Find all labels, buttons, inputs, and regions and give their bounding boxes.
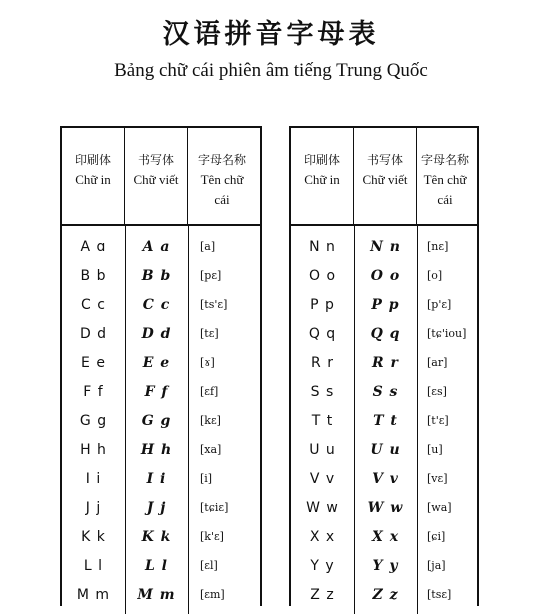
header-name-zh: 字母名称	[197, 153, 246, 167]
table-row	[62, 290, 260, 319]
header-written-vi: Chữ viết	[133, 172, 179, 187]
header-print	[62, 128, 125, 224]
print-form-cell: V v	[309, 470, 336, 487]
written-form-cell: O o	[370, 267, 401, 284]
print-form-cell: S s	[310, 383, 335, 400]
print-form-cell: Z z	[310, 586, 335, 603]
written-form-cell: A a	[142, 238, 171, 255]
letter-name-cell: [pɛ]	[200, 269, 222, 282]
table-row	[291, 551, 477, 580]
letter-name-cell: [vɛ]	[427, 472, 448, 485]
written-form-cell: Q q	[370, 325, 401, 342]
print-form-cell: H h	[80, 441, 107, 458]
letter-name-cell: [ɛs]	[427, 385, 447, 398]
letter-name-cell: [ɕi]	[427, 530, 446, 543]
written-form-cell: C c	[142, 296, 171, 313]
print-form-cell: F f	[83, 383, 104, 400]
print-form-cell: P p	[310, 296, 335, 313]
letter-name-cell: [u]	[427, 443, 443, 456]
page-subtitle: Bảng chữ cái phiên âm tiếng Trung Quốc	[114, 60, 428, 81]
table-row	[62, 377, 260, 406]
table-row	[291, 261, 477, 290]
header-name-vi-1: Tên chữ	[423, 172, 467, 187]
header-written-zh: 书写体	[366, 153, 403, 167]
alphabet-table-left	[60, 126, 262, 606]
table-row	[62, 522, 260, 551]
header-name-vi-2: cái	[214, 192, 230, 207]
header-name-vi-1: Tên chữ	[200, 172, 244, 187]
letter-name-cell: [ɛm]	[200, 588, 225, 601]
print-form-cell: X x	[309, 528, 336, 545]
written-form-cell: K k	[141, 528, 172, 545]
print-form-cell: G g	[79, 412, 108, 429]
written-form-cell: M m	[137, 586, 176, 603]
written-form-cell: Z z	[372, 586, 399, 603]
table-row	[291, 522, 477, 551]
written-form-cell: V v	[372, 470, 399, 487]
column-divider	[125, 226, 126, 614]
written-form-cell: R r	[372, 354, 399, 371]
column-divider	[417, 226, 418, 614]
header-print-vi: Chữ in	[304, 172, 340, 187]
written-form-cell: P p	[371, 296, 400, 313]
header-name	[417, 128, 473, 224]
table-row	[62, 580, 260, 609]
letter-name-cell: [k'ɛ]	[200, 530, 224, 543]
header-print-zh: 印刷体	[303, 153, 340, 167]
table-row	[291, 232, 477, 261]
table-row	[291, 406, 477, 435]
letter-name-cell: [tsɛ]	[427, 588, 452, 601]
rows-left	[62, 226, 260, 609]
print-form-cell: T t	[311, 412, 334, 429]
table-row	[291, 377, 477, 406]
letter-name-cell: [ja]	[427, 559, 446, 572]
written-form-cell: T t	[373, 412, 398, 429]
print-form-cell: L l	[83, 557, 104, 574]
print-form-cell: B b	[80, 267, 107, 284]
table-row	[291, 464, 477, 493]
letter-name-cell: [ts'ɛ]	[200, 298, 228, 311]
header-print-vi: Chữ in	[75, 172, 111, 187]
table-body	[62, 226, 260, 606]
print-form-cell: W w	[306, 499, 339, 516]
table-row	[62, 348, 260, 377]
written-form-cell: D d	[141, 325, 172, 342]
print-form-cell: R r	[311, 354, 334, 371]
letter-name-cell: [a]	[200, 240, 216, 253]
letter-name-cell: [ɤ]	[200, 356, 215, 369]
rows-right	[291, 226, 477, 609]
print-form-cell: J j	[85, 499, 102, 516]
header-name-zh: 字母名称	[420, 153, 469, 167]
print-form-cell: I i	[85, 470, 102, 487]
print-form-cell: C c	[81, 296, 106, 313]
letter-name-cell: [kɛ]	[200, 414, 221, 427]
table-row	[291, 435, 477, 464]
letter-name-cell: [o]	[427, 269, 443, 282]
table-row	[62, 435, 260, 464]
written-form-cell: Y y	[372, 557, 399, 574]
letter-name-cell: [wa]	[427, 501, 452, 514]
letter-name-cell: [tɕiɛ]	[200, 501, 229, 514]
written-form-cell: G g	[141, 412, 172, 429]
print-form-cell: M m	[76, 586, 111, 603]
table-row	[62, 261, 260, 290]
table-row	[62, 493, 260, 522]
print-form-cell: K k	[81, 528, 106, 545]
column-divider	[188, 226, 189, 614]
table-row	[291, 348, 477, 377]
print-form-cell: D d	[79, 325, 108, 342]
table-header	[62, 128, 260, 226]
table-row	[62, 232, 260, 261]
table-header	[291, 128, 477, 226]
letter-name-cell: [tɕ'iou]	[427, 327, 467, 340]
header-written	[125, 128, 188, 224]
column-divider	[354, 226, 355, 614]
table-row	[62, 319, 260, 348]
table-row	[62, 406, 260, 435]
written-form-cell: X x	[371, 528, 400, 545]
letter-name-cell: [tɛ]	[200, 327, 219, 340]
print-form-cell: O o	[308, 267, 337, 284]
written-form-cell: W w	[367, 499, 404, 516]
written-form-cell: L l	[144, 557, 169, 574]
alphabet-table-right	[289, 126, 479, 606]
letter-name-cell: [xa]	[200, 443, 222, 456]
table-row	[291, 319, 477, 348]
letter-name-cell: [nɛ]	[427, 240, 449, 253]
written-form-cell: E e	[142, 354, 171, 371]
table-body	[291, 226, 477, 606]
print-form-cell: Q q	[308, 325, 337, 342]
written-form-cell: N n	[370, 238, 401, 255]
written-form-cell: H h	[140, 441, 173, 458]
letter-name-cell: [ar]	[427, 356, 448, 369]
letter-name-cell: [t'ɛ]	[427, 414, 449, 427]
header-written-vi: Chữ viết	[362, 172, 408, 187]
header-name	[188, 128, 256, 224]
written-form-cell: B b	[141, 267, 172, 284]
header-written-zh: 书写体	[137, 153, 174, 167]
table-row	[62, 551, 260, 580]
page-title: 汉语拼音字母表	[162, 19, 380, 50]
table-row	[291, 493, 477, 522]
table-row	[62, 464, 260, 493]
written-form-cell: J j	[146, 499, 167, 516]
print-form-cell: Y y	[310, 557, 335, 574]
written-form-cell: U u	[370, 441, 401, 458]
table-row	[291, 580, 477, 609]
letter-name-cell: [i]	[200, 472, 213, 485]
header-print	[291, 128, 354, 224]
letter-name-cell: [ɛl]	[200, 559, 218, 572]
header-print-zh: 印刷体	[74, 153, 111, 167]
header-written	[354, 128, 417, 224]
written-form-cell: F f	[144, 383, 169, 400]
print-form-cell: N n	[309, 238, 336, 255]
header-name-vi-2: cái	[437, 192, 453, 207]
letter-name-cell: [ɛf]	[200, 385, 219, 398]
table-row	[291, 290, 477, 319]
print-form-cell: A ɑ	[80, 238, 107, 255]
written-form-cell: I i	[146, 470, 167, 487]
letter-name-cell: [p'ɛ]	[427, 298, 452, 311]
print-form-cell: U u	[309, 441, 336, 458]
print-form-cell: E e	[81, 354, 106, 371]
written-form-cell: S s	[372, 383, 399, 400]
